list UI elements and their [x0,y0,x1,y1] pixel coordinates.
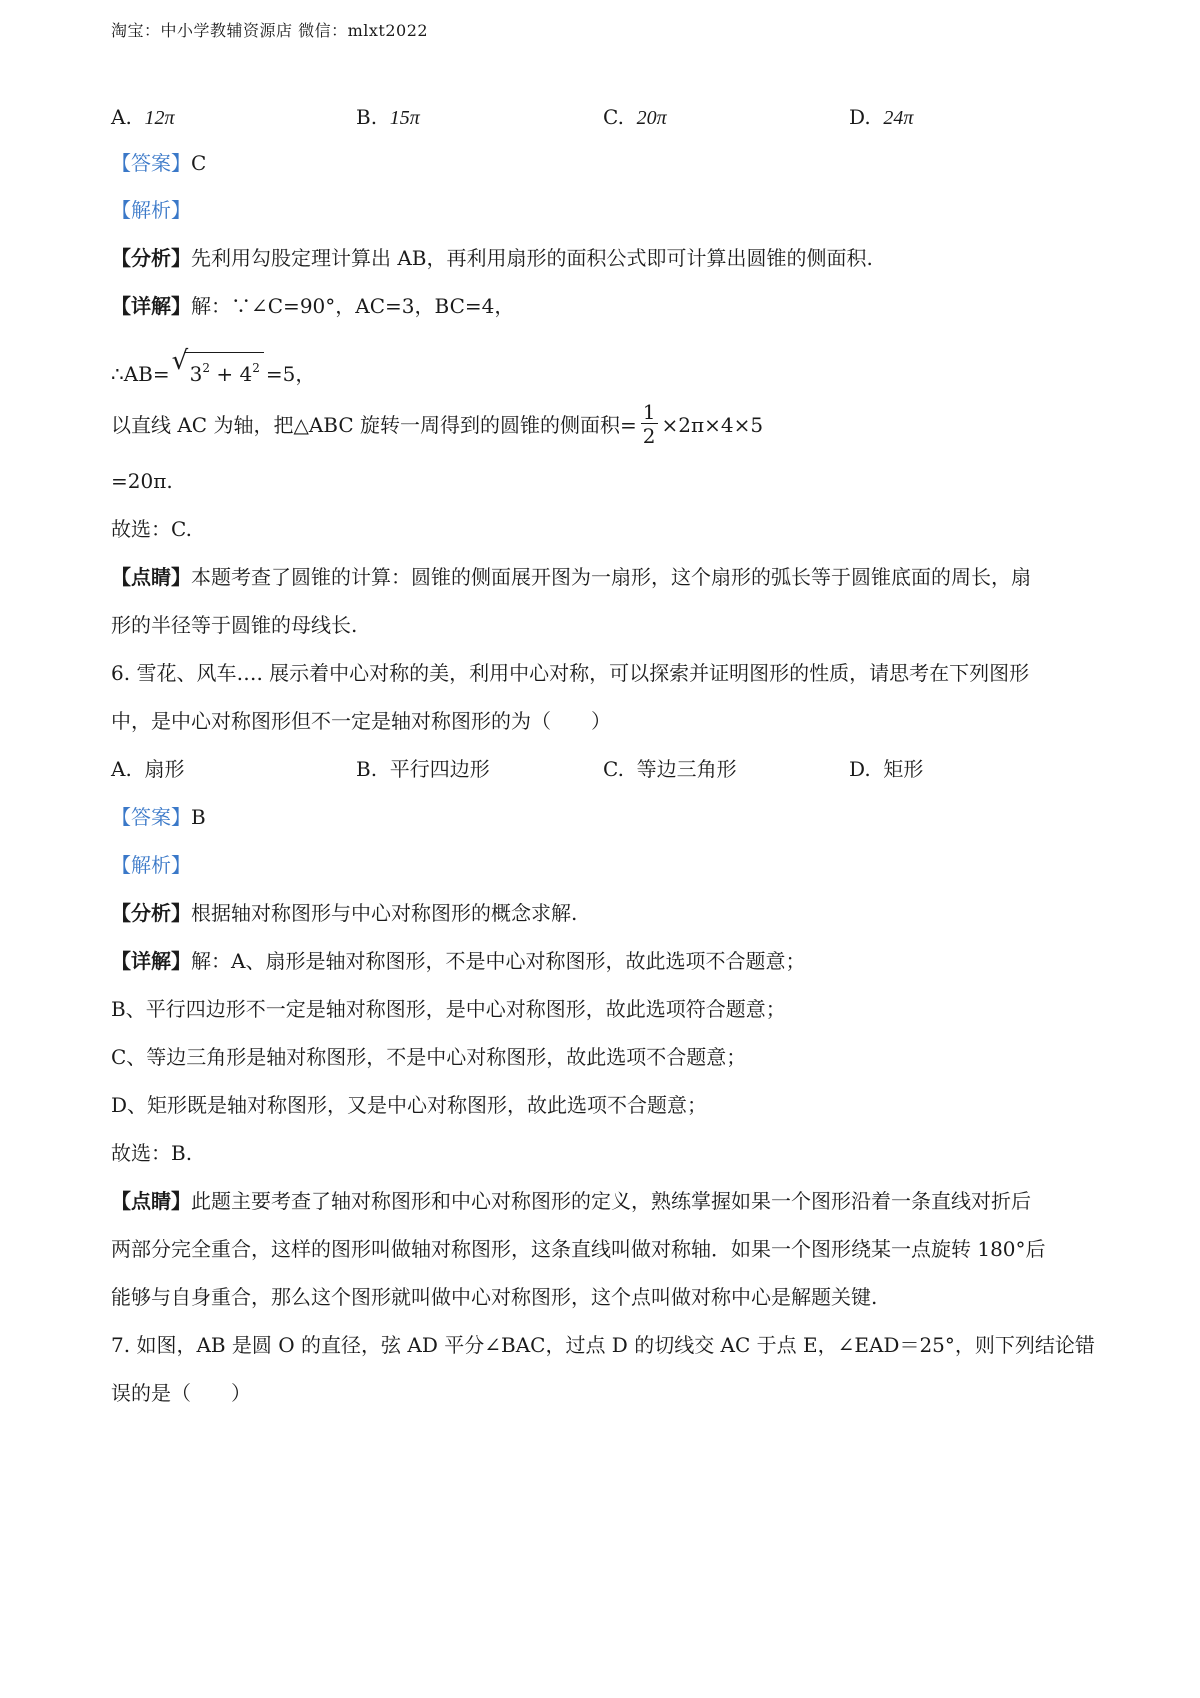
option-letter: A. [111,757,132,781]
q6-dianjing [111,1188,1031,1214]
option-letter: C. [603,757,624,781]
option-value: 24π [883,107,914,129]
q6-option-d [849,756,923,782]
q5-option-b [356,104,420,131]
q6-xiangjie [111,948,805,974]
q5-dianjing [111,564,1031,590]
dianjing-text: 此题主要考查了轴对称图形和中心对称图形的定义，熟练掌握如果一个图形沿着一条直线对折后 [191,1189,1031,1213]
q5-xiangjie [111,293,514,319]
fenxi-text: 先利用勾股定理计算出 AB，再利用扇形的面积公式即可计算出圆锥的侧面积. [191,246,873,270]
ab-suffix: =5， [265,362,316,386]
exponent-a: 2 [202,361,210,375]
analysis-tag: 【解析】 [111,198,191,222]
fenxi-tag: 【分析】 [111,901,191,925]
dianjing-tag: 【点睛】 [111,1189,191,1213]
q6-stem-line1: 6. 雪花、风车…. 展示着中心对称的美，利用中心对称，可以探索并证明图形的性质，请思考在下列图形 [111,661,1030,685]
lateral-prefix: 以直线 AC 为轴，把△ABC 旋转一周得到的圆锥的侧面积= [111,413,637,437]
header-watermark: 淘宝：中小学教辅资源店 微信：mlxt2022 [111,21,429,40]
q6-fenxi [111,900,577,926]
option-letter: A. [111,105,132,129]
exponent-b: 2 [252,361,260,375]
option-letter: B. [356,757,378,781]
q6-option-c [603,756,737,782]
option-value: 20π [636,107,667,129]
option-value: 12π [144,107,175,129]
option-letter: D. [849,757,871,781]
q5-lateral-area [111,400,763,450]
q6-answer [111,804,206,830]
option-value: 等边三角形 [636,757,737,781]
lateral-suffix: ×2π×4×5 [661,413,764,437]
q7-stem-line1: 7. 如图，AB 是圆 O 的直径，弦 AD 平分∠BAC，过点 D 的切线交 AC 于点 E，∠EAD＝25°，则下列结论错 [111,1333,1095,1357]
xiangjie-text: 解：∵∠C=90°，AC=3，BC=4， [191,294,515,318]
plus-sign: + [210,362,240,386]
radicand-a: 3 [189,362,203,386]
q6-option-a [111,756,185,782]
dianjing-text: 本题考查了圆锥的计算：圆锥的侧面展开图为一扇形，这个扇形的弧长等于圆锥底面的周长，扇 [191,565,1031,589]
fenxi-text: 根据轴对称图形与中心对称图形的概念求解. [191,901,578,925]
xiangjie-tag: 【详解】 [111,294,191,318]
q6-option-b [356,756,490,782]
option-value: 矩形 [883,757,924,781]
option-letter: B. [356,105,378,129]
q7-stem-line2: 误的是（ ） [111,1381,251,1405]
answer-tag: 【答案】 [111,805,191,829]
xiangjie-text: 解：A、扇形是轴对称图形，不是中心对称图形，故此选项不合题意； [191,949,806,973]
answer-value: B [191,805,206,829]
q5-choose: 故选：C. [111,517,192,541]
answer-tag: 【答案】 [111,151,191,175]
radical-sign-icon: √ [171,346,189,376]
q6-dianjing-cont2: 能够与自身重合，那么这个图形就叫做中心对称图形，这个点叫做对称中心是解题关键. [111,1285,878,1309]
q6-xiangjie-d: D、矩形既是轴对称图形，又是中心对称图形，故此选项不合题意； [111,1093,708,1117]
dianjing-tag: 【点睛】 [111,565,191,589]
q5-option-d [849,104,913,131]
q6-analysis-heading [111,852,191,878]
option-value: 平行四边形 [389,757,490,781]
fraction-numerator: 1 [642,400,656,424]
q5-option-c [603,104,667,131]
option-letter: D. [849,105,871,129]
option-value: 扇形 [144,757,185,781]
fraction-denominator: 2 [642,424,656,448]
q5-ab-equation [111,346,316,387]
option-value: 15π [389,107,420,129]
q5-option-a [111,104,175,131]
fraction [641,401,658,448]
sqrt-expression [171,346,264,387]
q6-dianjing-cont1: 两部分完全重合，这样的图形叫做轴对称图形，这条直线叫做对称轴．如果一个图形绕某一点旋转 180°后 [111,1237,1046,1261]
answer-value: C [191,151,207,175]
option-letter: C. [603,105,624,129]
q5-dianjing-cont: 形的半径等于圆锥的母线长. [111,613,358,637]
radicand-b: 4 [239,362,253,386]
q6-choose: 故选：B. [111,1141,193,1165]
fenxi-tag: 【分析】 [111,246,191,270]
ab-prefix: ∴AB= [111,362,170,386]
q6-stem-line2: 中，是中心对称图形但不一定是轴对称图形的为（ ） [111,709,611,733]
q6-xiangjie-c: C、等边三角形是轴对称图形，不是中心对称图形，故此选项不合题意； [111,1045,747,1069]
q5-analysis-heading [111,197,191,223]
q5-fenxi [111,245,873,271]
analysis-tag: 【解析】 [111,853,191,877]
q5-result: =20π. [111,469,173,493]
q5-answer [111,150,206,176]
xiangjie-tag: 【详解】 [111,949,191,973]
q6-xiangjie-b: B、平行四边形不一定是轴对称图形，是中心对称图形，故此选项符合题意； [111,997,786,1021]
